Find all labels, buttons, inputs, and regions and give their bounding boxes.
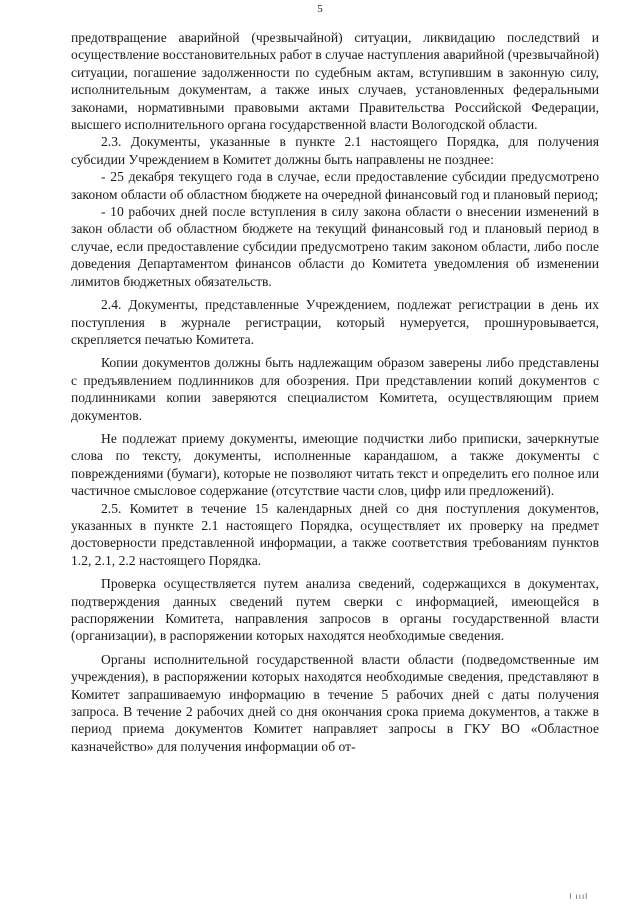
paragraph-2-3: 2.3. Документы, указанные в пункте 2.1 настоящего Порядка, для получения субсидии Учреждением в Комитет должны быть направлены не позднее: xyxy=(71,134,599,167)
paragraph-continuation: предотвращение аварийной (чрезвычайной) ситуации, ликвидацию последствий и осуществление восстановительных работ в случае наступления аварийной (чрезвычайной) ситуации, погашение задолженности по судебным актам, вступившим в законную силу, исполнительным документам, а также иных случаев, установленных федеральными законами, нормативными правовыми актами Правительства Российской Федерации, высшего исполнительного органа государственной власти Вологодской области. xyxy=(71,30,599,133)
footer-scan-mark: l ıııl xyxy=(569,892,588,901)
paragraph-copies: Копии документов должны быть надлежащим образом заверены либо представлены с предъявлением подлинников для обозрения. При представлении копий документов с подлинниками копии заверяются специалистом Комитета, осуществляющим прием документов. xyxy=(71,355,599,423)
paragraph-2-5: 2.5. Комитет в течение 15 календарных дней со дня поступления документов, указанных в пункте 2.1 настоящего Порядка, осуществляет их проверку на предмет достоверности представленной информации, а также соответствия требованиям пунктов 1.2, 2.1, 2.2 настоящего Порядка. xyxy=(71,500,599,568)
document-body xyxy=(71,29,599,755)
list-item-deadline-1: - 25 декабря текущего года в случае, если предоставление субсидии предусмотрено законом области об областном бюджете на очередной финансовый год и плановый период; xyxy=(71,169,599,202)
page-number: 5 xyxy=(317,3,323,15)
paragraph-authorities: Органы исполнительной государственной власти области (подведомственные им учреждения), в распоряжении которых находятся необходимые сведения, представляют в Комитет запрашиваемую информацию в течение 5 рабочих дней с даты получения запроса. В течение 2 рабочих дней со дня окончания срока приема документов, а также в период приема документов Комитет направляет запросы в ГКУ ВО «Областное казначейство» для получения информации об от- xyxy=(71,651,599,754)
paragraph-2-4: 2.4. Документы, представленные Учреждением, подлежат регистрации в день их поступления в журнале регистрации, который нумеруется, прошнуровывается, скрепляется печатью Комитета. xyxy=(71,297,599,347)
list-item-deadline-2: - 10 рабочих дней после вступления в силу закона области о внесении изменений в закон области об областном бюджете на текущий финансовый год и плановый период в случае, если предоставление субсидии предусмотрено таким законом области, либо после доведения Департаментом финансов области до Комитета уведомления об изменении лимитов бюджетных обязательств. xyxy=(71,204,599,289)
paragraph-not-accepted: Не подлежат приему документы, имеющие подчистки либо приписки, зачеркнутые слова по тексту, документы, исполненные карандашом, а также документы с повреждениями (бумаги), которые не позволяют читать текст и определить его полное или частичное смысловое содержание (отсутствие части слов, цифр или предложений). xyxy=(71,430,599,499)
paragraph-verification: Проверка осуществляется путем анализа сведений, содержащихся в документах, подтверждения данных сведений путем сверки с информацией, имеющейся в распоряжении Комитета, направления запросов в органы государственной власти (организации), в распоряжении которых находятся необходимые сведения. xyxy=(71,576,599,644)
